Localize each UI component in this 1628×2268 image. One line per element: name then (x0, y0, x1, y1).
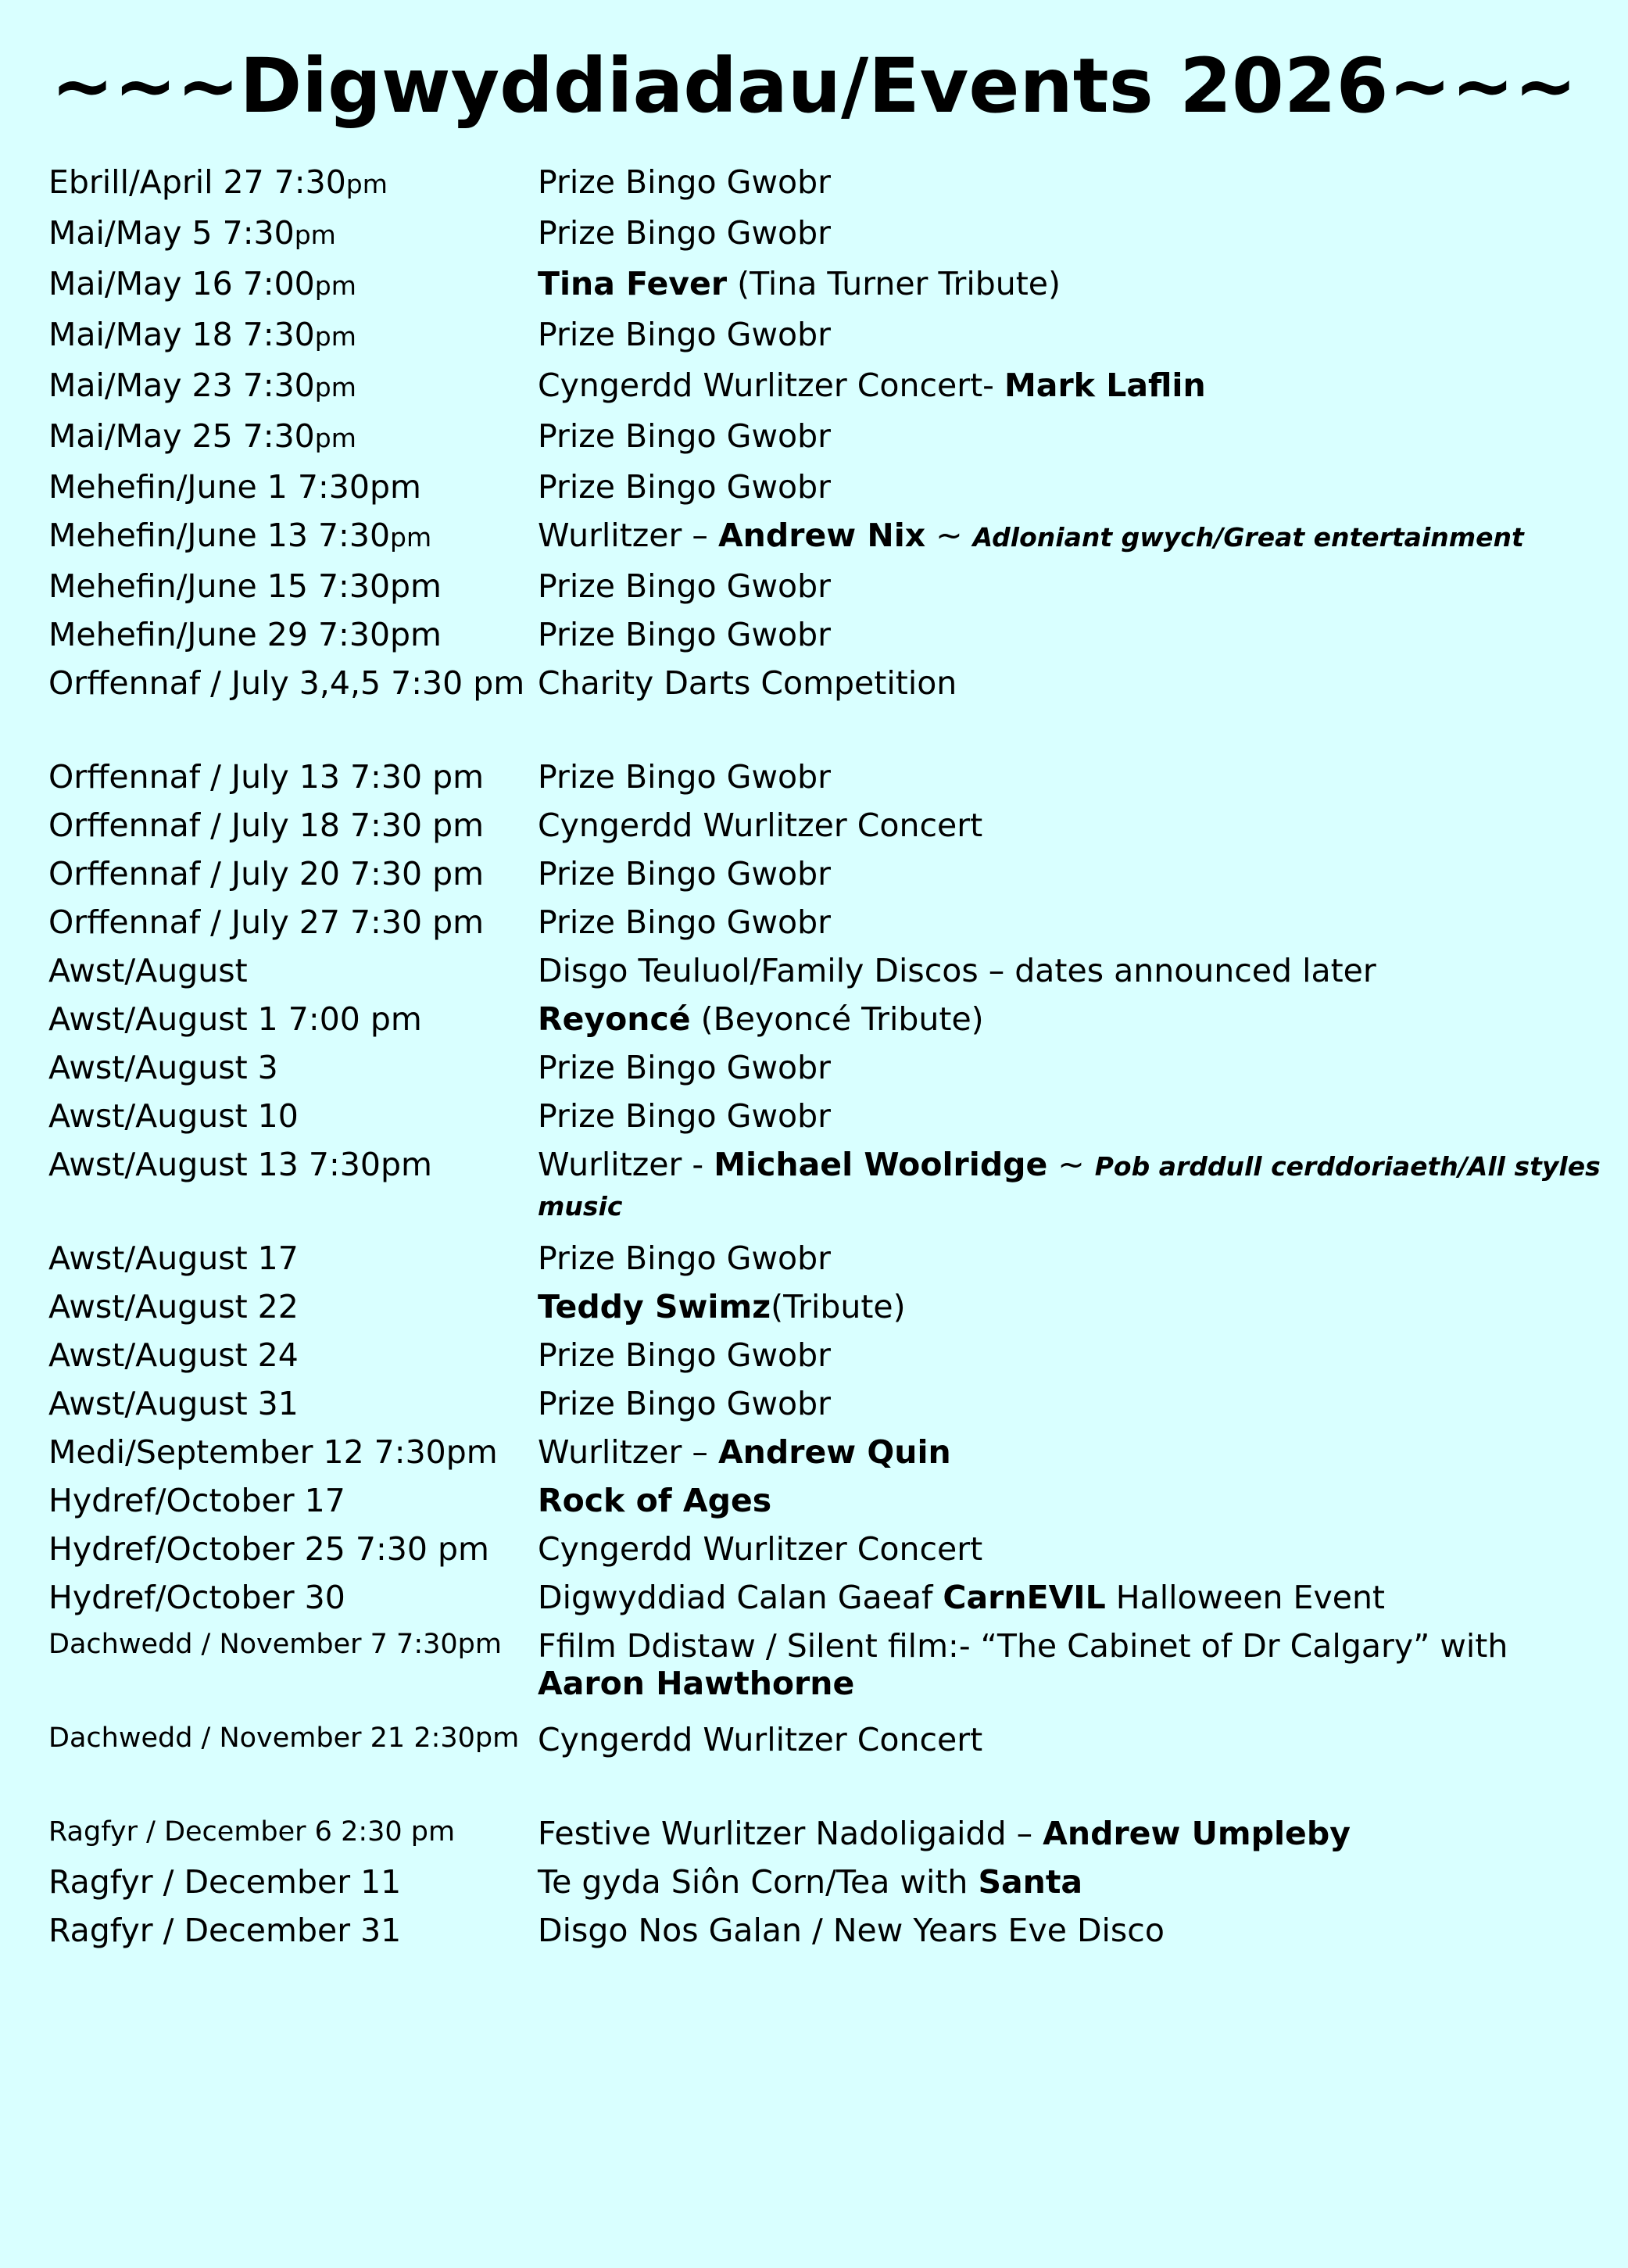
event-text: Prize Bingo Gwobr (538, 855, 831, 893)
event-date (48, 367, 538, 406)
event-date-text: Hydref/October 17 (48, 1482, 345, 1519)
event-performer: Teddy Swimz (538, 1288, 771, 1325)
event-date (48, 265, 538, 305)
event-date-text: Orffennaf / July 27 7:30 pm (48, 903, 485, 941)
page-title: ~~~Digwyddiadau/Events 2026~~~ (51, 42, 1577, 130)
event-row (48, 1475, 1604, 1523)
event-date-text: Ragfyr / December 11 (48, 1863, 402, 1901)
event-date-text: Awst/August 10 (48, 1097, 299, 1135)
event-text: Prize Bingo Gwobr (538, 616, 831, 653)
event-date-text: Awst/August (48, 952, 248, 989)
event-text: Prize Bingo Gwobr (538, 1049, 831, 1086)
event-description (538, 265, 1604, 302)
event-date (48, 1912, 538, 1949)
event-description (538, 468, 1604, 506)
event-date-text: Hydref/October 30 (48, 1579, 345, 1616)
event-date (48, 855, 538, 893)
event-date-suffix: pm (345, 169, 388, 199)
event-performer: Andrew Quin (717, 1433, 951, 1471)
event-date (48, 1863, 538, 1901)
event-text: Prize Bingo Gwobr (538, 567, 831, 605)
event-text: Cyngerdd Wurlitzer Concert (538, 1530, 983, 1568)
event-description (538, 1815, 1604, 1852)
event-date (48, 1815, 538, 1850)
event-row (48, 461, 1604, 510)
event-row (48, 609, 1604, 657)
event-description (538, 1721, 1604, 1758)
event-description (538, 1530, 1604, 1568)
event-text: Wurlitzer – (538, 517, 718, 554)
event-description (538, 855, 1604, 893)
event-date (48, 1336, 538, 1374)
event-date-text: Mehefin/June 1 7:30pm (48, 468, 421, 506)
event-text: Cyngerdd Wurlitzer Concert (538, 1721, 983, 1758)
event-date (48, 616, 538, 653)
event-date-text: Awst/August 1 7:00 pm (48, 1000, 422, 1038)
event-row (48, 751, 1604, 800)
event-description (538, 807, 1604, 844)
event-text: Festive Wurlitzer Nadoligaidd – (538, 1815, 1043, 1852)
event-date-text: Orffennaf / July 3,4,5 7:30 pm (48, 664, 525, 702)
event-date-text: Awst/August 22 (48, 1288, 299, 1325)
event-text: (Tribute) (771, 1288, 906, 1325)
event-date-text: Awst/August 24 (48, 1336, 299, 1374)
event-text: Disgo Teuluol/Family Discos – dates announced later (538, 952, 1376, 989)
event-text: Prize Bingo Gwobr (538, 903, 831, 941)
event-description (538, 1097, 1604, 1135)
event-date-text: Mai/May 25 7:30 (48, 417, 315, 455)
event-date-text: Mehefin/June 15 7:30pm (48, 567, 442, 605)
event-description (538, 1385, 1604, 1422)
event-row (48, 560, 1604, 609)
event-date-text: Awst/August 13 7:30pm (48, 1146, 432, 1183)
event-text: ~ (1047, 1146, 1095, 1183)
events-list (48, 156, 1604, 1953)
event-performer: Tina Fever (538, 265, 728, 302)
event-text: Ffilm Ddistaw / Silent film:- “The Cabinet of Dr Calgary” with (538, 1627, 1508, 1665)
event-text: Prize Bingo Gwobr (538, 468, 831, 506)
event-row (48, 1232, 1604, 1281)
event-row (48, 1329, 1604, 1378)
event-date-text: Mai/May 23 7:30 (48, 367, 315, 404)
event-date-text: Orffennaf / July 18 7:30 pm (48, 807, 485, 844)
event-description (538, 1433, 1604, 1471)
event-description (538, 1288, 1604, 1325)
event-date (48, 316, 538, 356)
event-date (48, 1530, 538, 1568)
event-description (538, 163, 1604, 201)
event-text: ~ (925, 517, 973, 554)
event-date (48, 1146, 538, 1183)
event-date (48, 163, 538, 203)
event-description (538, 1482, 1604, 1519)
event-date (48, 1097, 538, 1135)
event-date-text: Mai/May 5 7:30 (48, 214, 295, 252)
event-date-text: Awst/August 3 (48, 1049, 278, 1086)
event-date-text: Dachwedd / November 7 7:30pm (48, 1629, 502, 1660)
event-row (48, 945, 1604, 993)
event-row (48, 510, 1604, 560)
event-description (538, 517, 1604, 556)
event-date-suffix: pm (390, 522, 432, 553)
event-performer: Santa (978, 1863, 1083, 1901)
event-date (48, 1482, 538, 1519)
event-date (48, 1433, 538, 1471)
event-note: Pob arddull cerddoriaeth/All styles music (538, 1151, 1601, 1222)
event-row (48, 1856, 1604, 1905)
event-row (48, 207, 1604, 258)
event-date-text: Medi/September 12 7:30pm (48, 1433, 498, 1471)
event-row (48, 156, 1604, 207)
event-performer: Mark Laflin (1004, 367, 1206, 404)
event-row (48, 1620, 1604, 1714)
event-date-text: Dachwedd / November 21 2:30pm (48, 1722, 520, 1754)
event-date (48, 1000, 538, 1038)
event-row (48, 896, 1604, 945)
event-row (48, 657, 1604, 751)
event-row (48, 848, 1604, 896)
event-performer: Aaron Hawthorne (538, 1665, 855, 1702)
event-description (538, 758, 1604, 796)
event-row (48, 1042, 1604, 1090)
event-date-text: Orffennaf / July 20 7:30 pm (48, 855, 485, 893)
event-date (48, 1385, 538, 1422)
event-row (48, 1572, 1604, 1620)
event-row (48, 1426, 1604, 1475)
event-row (48, 410, 1604, 461)
event-description (538, 1627, 1604, 1702)
event-row (48, 1905, 1604, 1953)
event-text: Cyngerdd Wurlitzer Concert (538, 807, 983, 844)
event-description (538, 1912, 1604, 1949)
event-row (48, 309, 1604, 360)
event-description (538, 1336, 1604, 1374)
event-row (48, 360, 1604, 410)
event-description (538, 567, 1604, 605)
event-text: Wurlitzer - (538, 1146, 714, 1183)
event-performer: Rock of Ages (538, 1482, 772, 1519)
event-row (48, 800, 1604, 848)
event-row (48, 993, 1604, 1042)
event-description (538, 664, 1604, 702)
event-row (48, 1714, 1604, 1808)
event-date (48, 903, 538, 941)
event-date (48, 1627, 538, 1662)
event-performer: Andrew Umpleby (1043, 1815, 1351, 1852)
event-date (48, 1579, 538, 1616)
event-text: Te gyda Siôn Corn/Tea with (538, 1863, 979, 1901)
event-row (48, 1281, 1604, 1329)
event-date (48, 758, 538, 796)
event-date-suffix: pm (314, 423, 356, 453)
event-row (48, 1378, 1604, 1426)
event-description (538, 1240, 1604, 1277)
event-date (48, 417, 538, 457)
event-description (538, 952, 1604, 989)
event-date-text: Awst/August 31 (48, 1385, 299, 1422)
event-performer: CarnEVIL (943, 1579, 1106, 1616)
event-text: Prize Bingo Gwobr (538, 1385, 831, 1422)
event-text: Prize Bingo Gwobr (538, 163, 831, 201)
event-row (48, 1523, 1604, 1572)
event-date (48, 1240, 538, 1277)
event-date-text: Ragfyr / December 6 2:30 pm (48, 1816, 456, 1848)
event-text: Digwyddiad Calan Gaeaf (538, 1579, 943, 1616)
event-date (48, 214, 538, 254)
event-text: (Tina Turner Tribute) (727, 265, 1061, 302)
event-date-text: Ragfyr / December 31 (48, 1912, 402, 1949)
event-description (538, 417, 1604, 455)
event-date-suffix: pm (314, 321, 356, 352)
event-date-text: Mai/May 18 7:30 (48, 316, 315, 353)
event-row (48, 1808, 1604, 1856)
event-date-text: Awst/August 17 (48, 1240, 299, 1277)
event-text: Prize Bingo Gwobr (538, 417, 831, 455)
event-date-text: Mehefin/June 29 7:30pm (48, 616, 442, 653)
event-date (48, 1049, 538, 1086)
event-text: Prize Bingo Gwobr (538, 214, 831, 252)
event-date (48, 807, 538, 844)
event-date (48, 1288, 538, 1325)
event-date (48, 517, 538, 556)
event-performer: Michael Woolridge (714, 1146, 1048, 1183)
event-text: Prize Bingo Gwobr (538, 1097, 831, 1135)
event-description (538, 903, 1604, 941)
event-date (48, 567, 538, 605)
event-description (538, 1049, 1604, 1086)
event-text: Prize Bingo Gwobr (538, 1240, 831, 1277)
event-text: Halloween Event (1105, 1579, 1386, 1616)
event-text: Prize Bingo Gwobr (538, 316, 831, 353)
event-text: Charity Darts Competition (538, 664, 957, 702)
event-text: Prize Bingo Gwobr (538, 1336, 831, 1374)
event-text: Cyngerdd Wurlitzer Concert- (538, 367, 1004, 404)
event-description (538, 316, 1604, 353)
event-text: Wurlitzer – (538, 1433, 718, 1471)
event-row (48, 258, 1604, 309)
event-date-text: Orffennaf / July 13 7:30 pm (48, 758, 485, 796)
event-date (48, 468, 538, 506)
event-row (48, 1139, 1604, 1232)
event-date-text: Mehefin/June 13 7:30 (48, 517, 391, 554)
event-note: Adloniant gwych/Great entertainment (972, 522, 1524, 553)
event-text: (Beyoncé Tribute) (690, 1000, 984, 1038)
event-date (48, 952, 538, 989)
event-date-suffix: pm (314, 372, 356, 402)
event-description (538, 214, 1604, 252)
event-date (48, 664, 538, 702)
event-performer: Reyoncé (538, 1000, 691, 1038)
event-date-text: Hydref/October 25 7:30 pm (48, 1530, 489, 1568)
event-description (538, 616, 1604, 653)
event-text: Prize Bingo Gwobr (538, 758, 831, 796)
event-date-suffix: pm (314, 270, 356, 301)
event-performer: Andrew Nix (717, 517, 926, 554)
event-date-suffix: pm (294, 220, 336, 250)
event-description (538, 1863, 1604, 1901)
event-row (48, 1090, 1604, 1139)
event-date (48, 1721, 538, 1756)
event-description (538, 367, 1604, 404)
event-date-text: Mai/May 16 7:00 (48, 265, 315, 302)
event-description (538, 1579, 1604, 1616)
event-text: Disgo Nos Galan / New Years Eve Disco (538, 1912, 1165, 1949)
event-description (538, 1000, 1604, 1038)
event-description (538, 1146, 1604, 1225)
event-date-text: Ebrill/April 27 7:30 (48, 163, 346, 201)
